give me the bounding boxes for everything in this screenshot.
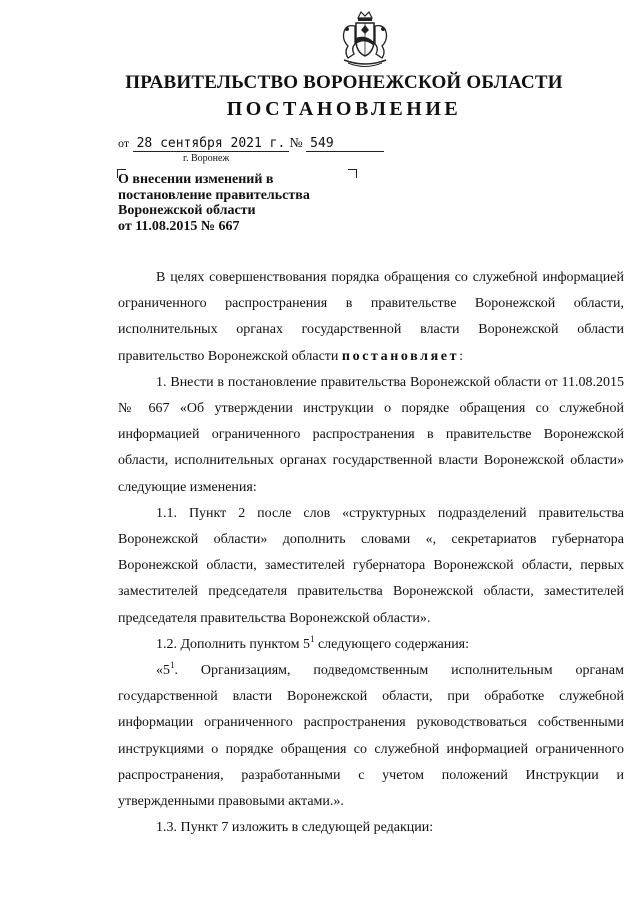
document-date: 28 сентября 2021 г. [133, 136, 290, 152]
preamble-text: В целях совершенствования порядка обращения со служебной информацией ограниченного распространения в правительстве Воронежской области, исполнительных органах государственной власти Воронежской области правительство Воронежской области [118, 270, 624, 364]
from-label: от [118, 136, 130, 150]
organization-title: ПРАВИТЕЛЬСТВО ВОРОНЕЖСКОЙ ОБЛАСТИ [125, 72, 563, 93]
decree-verb: постановляет [341, 348, 460, 364]
paragraph-item-1: 1. Внести в постановление правительства Воронежской области от 11.08.2015 № 667 «Об утверждении инструкции о порядке обращения со служебной информацией ограниченного распространения в правительстве Воронежской области, исполнительных органах государственной власти Воронежской области» следующие изменения: [118, 374, 624, 495]
preamble-end: : [459, 348, 463, 364]
clause-number: «5 [156, 663, 170, 679]
paragraph-item-1-1: 1.1. Пункт 2 после слов «структурных подразделений правительства Воронежской области» дополнить словами «, секретариатов губернатора Воронежской области, заместителей губернатора Воронежской области, первых заместителей председателя правительства Воронежской области, заместителей председателя правительства Воронежской области». [118, 505, 624, 626]
city-label: г. Воронеж [183, 153, 230, 164]
paragraph-preamble [118, 265, 624, 370]
subject-line: О внесении изменений в [118, 172, 274, 187]
date-number-line [118, 136, 384, 152]
coat-of-arms-icon [336, 10, 394, 70]
superscript: 1 [309, 633, 315, 644]
number-label: № [289, 136, 303, 151]
paragraph-new-clause [118, 658, 624, 815]
paragraph-item-1-2 [118, 632, 624, 658]
document-subject [118, 172, 358, 234]
subject-line: Воронежской области [118, 203, 256, 218]
subject-line: постановление правительства [118, 187, 310, 203]
paragraph-item-1-3: 1.3. Пункт 7 изложить в следующей редакции: [156, 820, 434, 836]
document-type: ПОСТАНОВЛЕНИЕ [226, 98, 462, 120]
superscript: 1 [170, 660, 175, 671]
clause-text: . Организациям, подведомственным исполнительным органам государственной власти Воронежской области, при обработке служебной информации ограниченного распространения руководствоваться собственными инструкциями о порядке обращения со служебной информацией ограниченного распространения, разработанными с учетом положений Инструкции и утвержденными правовыми актами.». [118, 663, 624, 810]
document-body [118, 265, 624, 841]
item-1-2-text: 1.2. Дополнить пунктом 5 [156, 636, 310, 652]
subject-line: от 11.08.2015 № 667 [118, 218, 240, 234]
item-1-2-text-end: следующего содержания: [314, 636, 470, 652]
document-number: 549 [306, 136, 384, 152]
